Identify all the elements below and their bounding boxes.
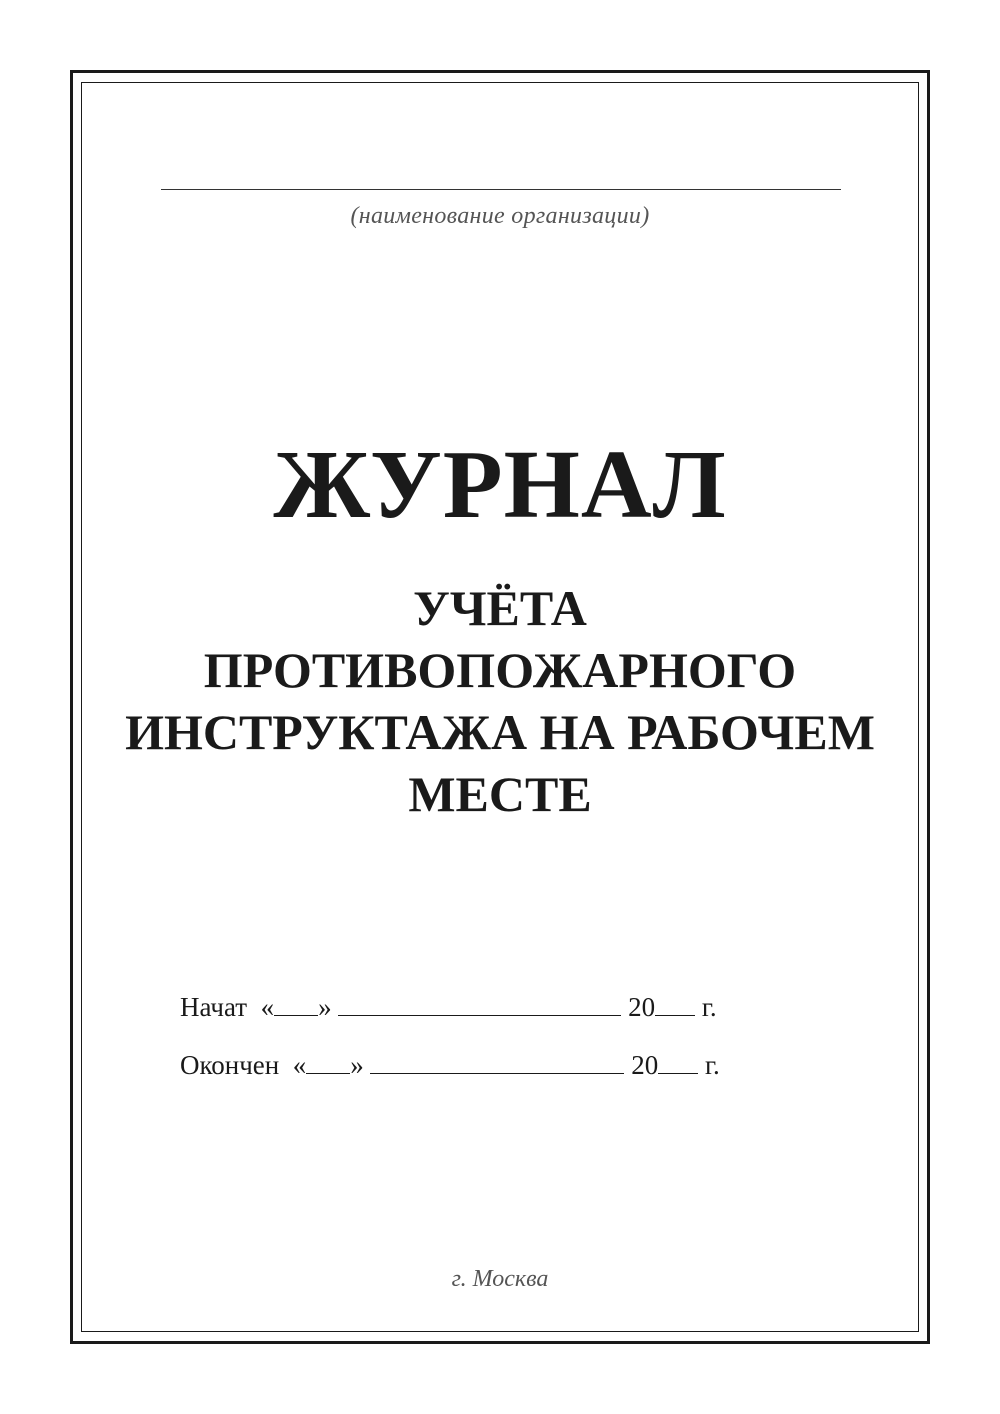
month-blank	[338, 995, 621, 1016]
year-blank	[655, 995, 695, 1016]
started-label: Начат	[180, 992, 248, 1022]
close-quote: »	[318, 992, 332, 1022]
year-blank	[658, 1053, 698, 1074]
month-blank	[370, 1053, 624, 1074]
subtitle-line: ИНСТРУКТАЖА НА РАБОЧЕМ	[125, 704, 875, 760]
day-blank	[306, 1053, 350, 1074]
journal-subtitle	[0, 577, 1000, 825]
organization-caption: (наименование организации)	[350, 203, 650, 229]
close-quote: »	[350, 1050, 364, 1080]
ended-date-row	[180, 1050, 720, 1081]
organization-name-line	[161, 189, 841, 190]
city-caption: г. Москва	[451, 1266, 549, 1292]
started-date-row	[180, 992, 717, 1023]
ended-label: Окончен	[180, 1050, 280, 1080]
subtitle-line: ПРОТИВОПОЖАРНОГО	[203, 642, 797, 698]
year-suffix: г.	[701, 992, 717, 1022]
open-quote: «	[292, 1050, 307, 1080]
journal-title: ЖУРНАЛ	[273, 431, 727, 539]
subtitle-line: УЧЁТА	[413, 580, 587, 636]
day-blank	[274, 995, 318, 1016]
subtitle-line: МЕСТЕ	[408, 766, 592, 822]
open-quote: «	[260, 992, 275, 1022]
year-suffix: г.	[704, 1050, 720, 1080]
year-prefix: 20	[631, 1050, 659, 1080]
year-prefix: 20	[628, 992, 656, 1022]
